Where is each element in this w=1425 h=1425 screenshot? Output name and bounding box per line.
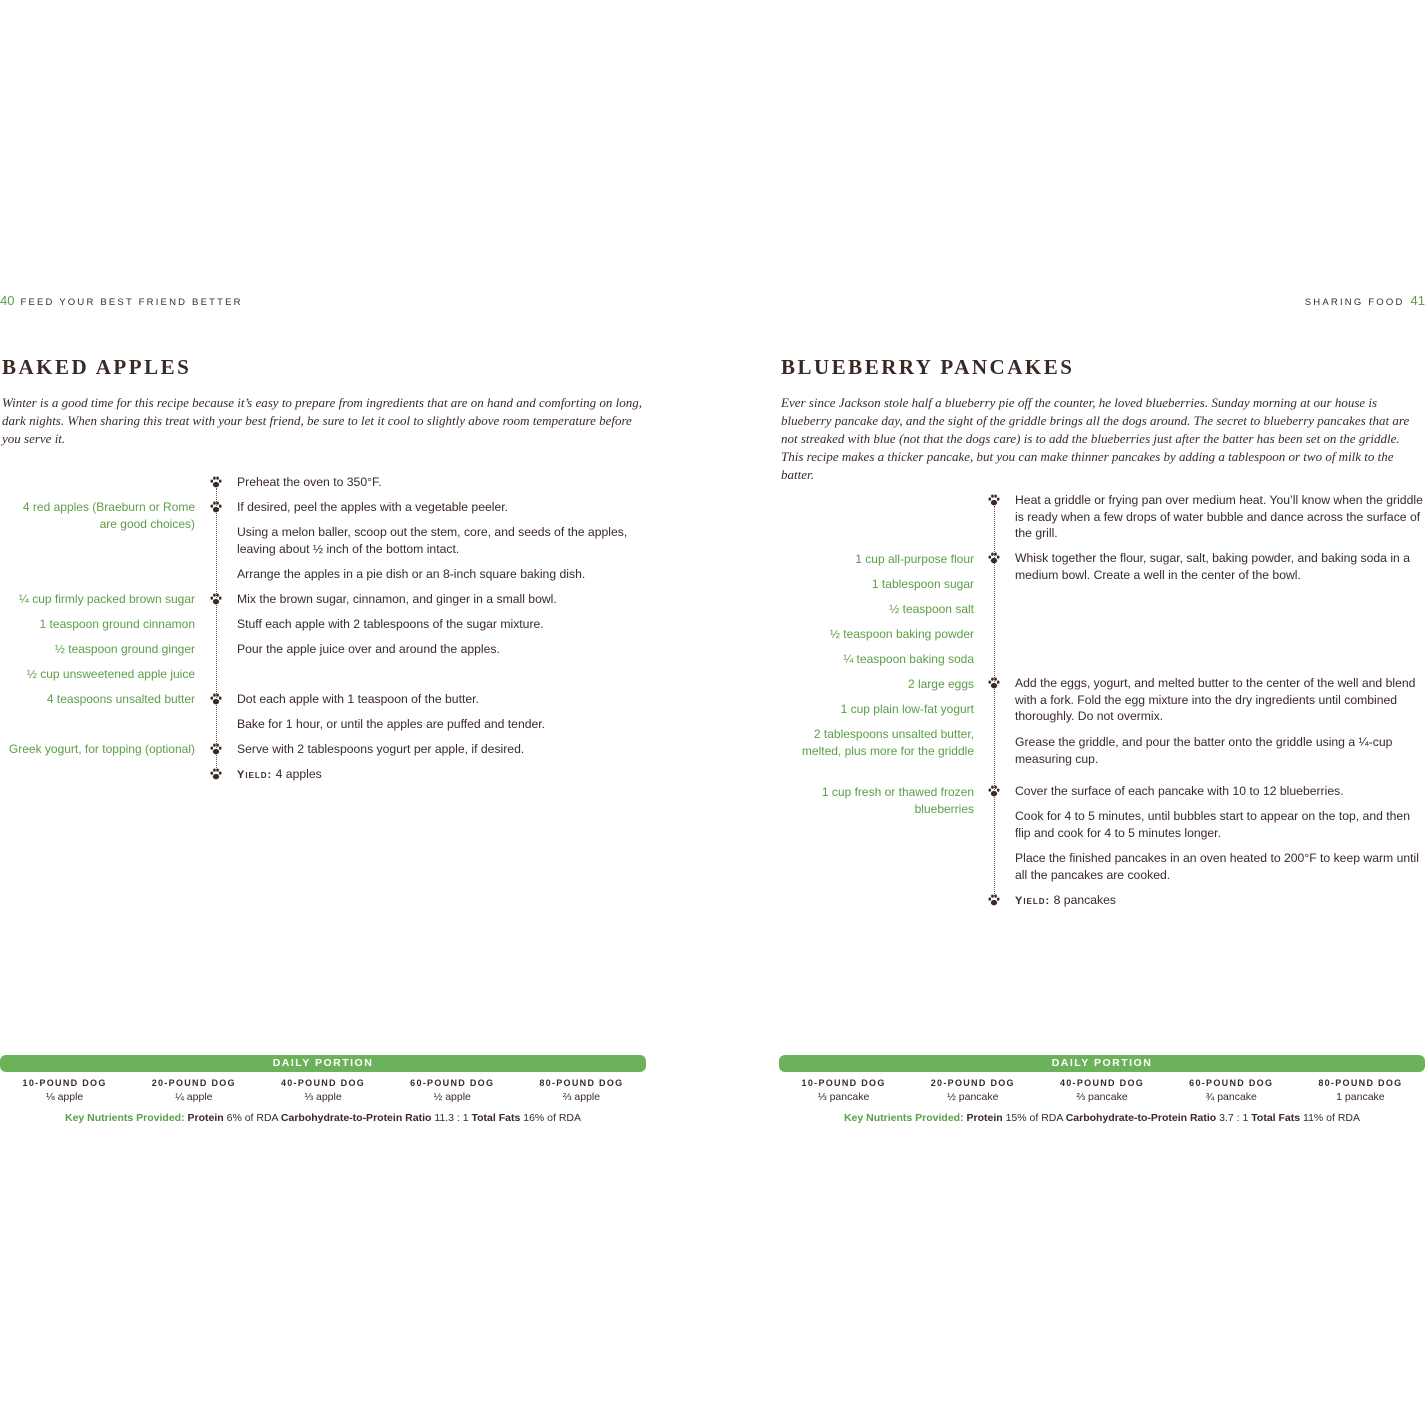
portion-amount: 1 pancake — [1336, 1091, 1385, 1103]
portion-cell — [1296, 1077, 1425, 1104]
paw-icon — [987, 551, 1001, 565]
ingredient: ½ teaspoon baking powder — [829, 627, 974, 641]
dog-weight: 80-POUND DOG — [539, 1078, 624, 1088]
portion-amount: ⅓ pancake — [817, 1091, 870, 1103]
protein-value: 15% of RDA — [1005, 1112, 1063, 1124]
portion-table — [0, 1077, 646, 1104]
dog-weight: 60-POUND DOG — [410, 1078, 495, 1088]
yield — [237, 766, 637, 784]
ingredient: 4 red apples (Braeburn or Rome are good choices) — [22, 500, 195, 531]
running-head-text: FEED YOUR BEST FRIEND BETTER — [20, 297, 243, 308]
step: Place the finished pancakes in an oven heated to 200°F to keep warm until all the pancakes are cooked. — [1015, 851, 1419, 882]
fats-value: 11% of RDA — [1303, 1112, 1361, 1124]
ingredient: 2 tablespoons unsalted butter, melted, plus more for the griddle — [801, 727, 974, 758]
step: Serve with 2 tablespoons yogurt per apple, if desired. — [237, 742, 525, 756]
portion-amount: ⅔ apple — [562, 1091, 601, 1103]
protein-label: Protein — [187, 1112, 224, 1124]
key-nutrients — [779, 1112, 1425, 1124]
step: Heat a griddle or frying pan over medium heat. You’ll know when the griddle is ready when a few drops of water bubble and dance across the surface of the grill. — [1015, 493, 1423, 541]
portion-amount: ½ apple — [433, 1091, 471, 1103]
dog-weight: 40-POUND DOG — [280, 1078, 366, 1088]
paw-icon — [209, 592, 223, 606]
daily-portion-bar: DAILY PORTION — [779, 1055, 1425, 1072]
paw-icon — [209, 767, 223, 781]
protein-label: Protein — [966, 1112, 1003, 1124]
ingredient: ¼ cup firmly packed brown sugar — [18, 592, 195, 606]
step: Bake for 1 hour, or until the apples are puffed and tender. — [237, 717, 546, 731]
portion-cell — [1167, 1077, 1296, 1104]
left-page — [0, 0, 646, 1425]
portion-amount: ¾ pancake — [1205, 1091, 1257, 1103]
paw-icon — [209, 692, 223, 706]
step: Whisk together the flour, sugar, salt, baking powder, and baking soda in a medium bowl. Create a well in the center of the bowl. — [1015, 551, 1410, 582]
step: Dot each apple with 1 teaspoon of the butter. — [237, 692, 479, 706]
yield-value: 4 apples — [275, 767, 322, 781]
paw-icon — [987, 676, 1001, 690]
yield — [1015, 892, 1423, 910]
step: Stuff each apple with 2 tablespoons of the sugar mixture. — [237, 617, 544, 631]
portion-cell — [388, 1077, 517, 1104]
ratio-value: 11.3 : 1 — [434, 1112, 469, 1124]
ingredient: 1 teaspoon ground cinnamon — [39, 617, 195, 631]
ingredient: 1 cup all-purpose flour — [855, 552, 974, 566]
ingredient: ½ teaspoon salt — [889, 602, 974, 616]
portion-cell — [0, 1077, 129, 1104]
dog-weight: 10-POUND DOG — [801, 1078, 886, 1088]
portion-amount: ⅔ pancake — [1076, 1091, 1128, 1103]
fats-label: Total Fats — [1251, 1112, 1301, 1124]
step: Add the eggs, yogurt, and melted butter to the center of the well and blend with a fork. Fold the egg mixture into the dry ingredients until combined thoroughly. Do not overmix. — [1015, 676, 1416, 724]
key-nutrients — [0, 1112, 646, 1124]
nutrients-label: Key Nutrients Provided: — [64, 1112, 185, 1124]
ingredient: 4 teaspoons unsalted butter — [46, 692, 195, 706]
dog-weight: 40-POUND DOG — [1059, 1078, 1145, 1088]
portion-amount: ⅓ apple — [304, 1091, 342, 1103]
step: If desired, peel the apples with a vegetable peeler. — [237, 500, 509, 514]
portion-amount: ½ pancake — [947, 1091, 999, 1103]
running-head-left — [0, 293, 243, 308]
paw-icon — [987, 893, 1001, 907]
portion-cell — [258, 1077, 387, 1104]
right-page — [779, 0, 1425, 1425]
dog-weight: 20-POUND DOG — [930, 1078, 1015, 1088]
step: Pour the apple juice over and around the apples. — [237, 642, 500, 656]
paw-icon — [209, 742, 223, 756]
yield-label: Yield: — [237, 769, 273, 781]
step-connector-line — [216, 488, 217, 770]
page-number: 40 — [0, 293, 15, 308]
portion-cell — [129, 1077, 258, 1104]
yield-value: 8 pancakes — [1053, 893, 1116, 907]
paw-icon — [987, 493, 1001, 507]
step: Using a melon baller, scoop out the stem, core, and seeds of the apples, leaving about ½ inch of the bottom intact. — [237, 525, 628, 556]
step: Arrange the apples in a pie dish or an 8-inch square baking dish. — [237, 567, 586, 581]
step: Mix the brown sugar, cinnamon, and ginger in a small bowl. — [237, 592, 557, 606]
paw-icon — [209, 475, 223, 489]
paw-icon — [209, 500, 223, 514]
portion-cell — [908, 1077, 1037, 1104]
portion-cell — [517, 1077, 646, 1104]
fats-label: Total Fats — [471, 1112, 521, 1124]
dog-weight: 10-POUND DOG — [22, 1078, 107, 1088]
dog-weight: 20-POUND DOG — [151, 1078, 236, 1088]
yield-label: Yield: — [1015, 895, 1051, 907]
ratio-label: Carbohydrate-to-Protein Ratio — [280, 1112, 432, 1124]
ratio-value: 3.7 : 1 — [1219, 1112, 1249, 1124]
page-number: 41 — [1410, 293, 1425, 308]
dog-weight: 60-POUND DOG — [1189, 1078, 1274, 1088]
running-head-text: SHARING FOOD — [1304, 297, 1405, 308]
ingredient: 1 cup plain low-fat yogurt — [840, 702, 974, 716]
daily-portion-bar: DAILY PORTION — [0, 1055, 646, 1072]
ingredient: Greek yogurt, for topping (optional) — [8, 742, 195, 756]
portion-cell — [1037, 1077, 1166, 1104]
ingredient: 2 large eggs — [907, 677, 974, 691]
step: Preheat the oven to 350°F. — [237, 475, 382, 489]
step: Grease the griddle, and pour the batter onto the griddle using a ¼-cup measuring cup. — [1015, 735, 1393, 766]
ingredient: 1 cup fresh or thawed frozen blueberries — [821, 785, 974, 816]
ingredient: ¼ teaspoon baking soda — [843, 652, 974, 666]
fats-value: 16% of RDA — [523, 1112, 582, 1124]
portion-amount: ⅛ apple — [45, 1091, 84, 1103]
recipe-title: BAKED APPLES — [2, 355, 192, 379]
dog-weight: 80-POUND DOG — [1318, 1078, 1403, 1088]
step: Cover the surface of each pancake with 10 to 12 blueberries. — [1015, 784, 1344, 798]
step: Cook for 4 to 5 minutes, until bubbles start to appear on the top, and then flip and cook for 4 to 5 minutes longer. — [1015, 809, 1410, 840]
recipe-intro: Ever since Jackson stole half a blueberry pie off the counter, he loved blueberries. Sunday morning at our house is blueberry pancake day, and the sight of the griddle brings all the dogs around. The secret to blueberry pancakes that are not streaked with blue (not that the dogs care) is to add the blueberries just after the batter has been set on the griddle. This recipe makes a thicker pancake, but you can make thinner pancakes by adding a tablespoon or two of milk to the batter. — [781, 395, 1410, 482]
portion-amount: ¼ apple — [175, 1091, 213, 1103]
recipe-intro: Winter is a good time for this recipe because it’s easy to prepare from ingredients that are on hand and comforting on long, dark nights. When sharing this treat with your best friend, be sure to let it cool to slightly above room temperature before you serve it. — [2, 395, 642, 446]
ratio-label: Carbohydrate-to-Protein Ratio — [1065, 1112, 1217, 1124]
paw-icon — [987, 784, 1001, 798]
recipe-title: BLUEBERRY PANCAKES — [781, 355, 1075, 379]
protein-value: 6% of RDA — [226, 1112, 278, 1124]
nutrients-label: Key Nutrients Provided: — [843, 1112, 964, 1124]
ingredient: 1 tablespoon sugar — [871, 577, 974, 591]
ingredient: ½ teaspoon ground ginger — [54, 642, 195, 656]
portion-cell — [779, 1077, 908, 1104]
ingredient: ½ cup unsweetened apple juice — [26, 667, 195, 681]
running-head-right — [1305, 293, 1425, 308]
portion-table — [779, 1077, 1425, 1104]
